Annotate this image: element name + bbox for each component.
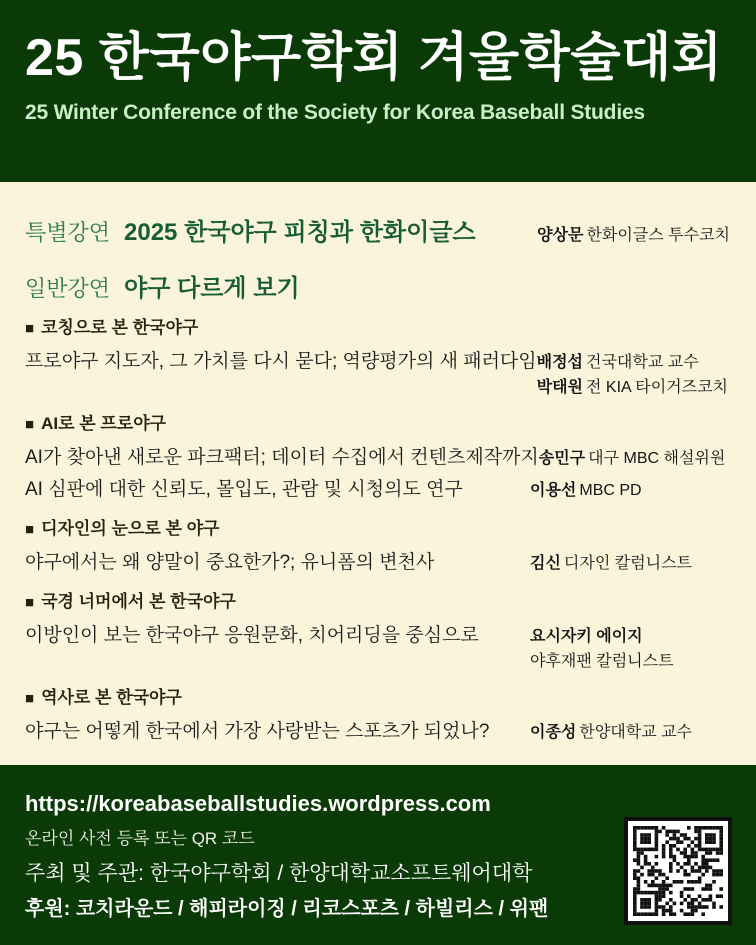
session-international <box>25 588 730 674</box>
talk-speakers <box>530 717 692 745</box>
speaker-name: 양상문 <box>537 227 584 244</box>
talk-row <box>25 621 730 674</box>
section-bullet-icon: ■ <box>25 690 35 707</box>
program-body <box>0 182 756 747</box>
speaker-line <box>539 446 726 471</box>
talk-row <box>25 475 730 505</box>
speaker-line <box>530 720 692 745</box>
speaker-name: 이종성 <box>530 724 577 741</box>
section-bullet-icon: ■ <box>25 320 35 337</box>
session-heading-text: 국경 너머에서 본 한국야구 <box>41 592 236 611</box>
qr-code <box>624 817 732 925</box>
poster-header <box>0 0 756 182</box>
special-lecture-label: 특별강연 <box>25 220 111 245</box>
speaker-affiliation: 전 KIA 타이거즈코치 <box>586 379 729 396</box>
session-heading <box>25 314 730 343</box>
session-heading <box>25 684 730 713</box>
session-heading <box>25 410 730 439</box>
talk-row <box>25 717 730 747</box>
qr-code-pattern <box>633 826 723 916</box>
speaker-name: 송민구 <box>538 450 586 467</box>
session-heading <box>25 588 730 617</box>
speaker-affiliation: 한화이글스 투수코치 <box>586 227 730 244</box>
talk-speakers <box>530 548 692 576</box>
talk-title: 이방인이 보는 한국야구 응원문화, 치어리딩을 중심으로 <box>25 625 479 646</box>
speaker-name: 배정섭 <box>536 354 584 371</box>
general-lecture-row <box>25 274 730 304</box>
talk-row <box>25 548 730 578</box>
session-heading-text: 코칭으로 본 한국야구 <box>41 318 199 337</box>
speaker-line <box>530 624 674 649</box>
general-lecture-label: 일반강연 <box>25 276 111 301</box>
section-bullet-icon: ■ <box>25 416 35 433</box>
speaker-affiliation: 야후재팬 칼럼니스트 <box>530 653 674 670</box>
session-heading-text: AI로 본 프로야구 <box>41 414 167 433</box>
session-design <box>25 515 730 578</box>
speaker-affiliation: MBC PD <box>579 482 642 499</box>
poster-footer <box>0 765 756 945</box>
session-ai <box>25 410 730 505</box>
talk-title: 프로야구 지도자, 그 가치를 다시 묻다; 역량평가의 새 패러다임 <box>25 351 537 372</box>
conference-url-link[interactable]: https://koreabaseballstudies.wordpress.com <box>25 791 491 816</box>
section-bullet-icon: ■ <box>25 521 35 538</box>
hosts-line: 주최 및 주관: 한국야구학회 / 한양대학교소프트웨어대학 <box>25 862 533 885</box>
sponsors-line: 후원: 코치라운드 / 해피라이징 / 리코스포츠 / 하빌리스 / 위팬 <box>25 898 549 920</box>
talk-title: AI 심판에 대한 신뢰도, 몰입도, 관람 및 시청의도 연구 <box>25 479 463 500</box>
talk-title: 야구에서는 왜 양말이 중요한가?; 유니폼의 변천사 <box>25 552 435 573</box>
speaker-affiliation: 디자인 칼럼니스트 <box>563 555 693 572</box>
session-history <box>25 684 730 747</box>
section-bullet-icon: ■ <box>25 594 35 611</box>
speaker-name: 이용선 <box>530 482 577 499</box>
special-lecture-speaker <box>537 221 730 251</box>
speaker-affiliation: 대구 MBC 해설위원 <box>588 450 726 467</box>
speaker-name: 요시자키 에이지 <box>530 628 643 645</box>
session-coaching <box>25 314 730 400</box>
speaker-name: 김신 <box>530 555 561 572</box>
speaker-line <box>530 649 674 674</box>
speaker-line <box>530 478 642 503</box>
special-lecture-title: 2025 한국야구 피칭과 한화이글스 <box>124 219 476 246</box>
talk-speakers <box>530 621 674 674</box>
speaker-line <box>537 375 728 400</box>
speaker-line <box>530 551 692 576</box>
talk-title: 야구는 어떻게 한국에서 가장 사랑받는 스포츠가 되었나? <box>25 721 490 742</box>
registration-note: 온라인 사전 등록 또는 QR 코드 <box>25 829 255 848</box>
talk-row <box>25 443 730 473</box>
poster-subtitle: 25 Winter Conference of the Society for Korea Baseball Studies <box>25 101 645 124</box>
talk-speakers <box>537 347 728 400</box>
poster-title: 25 한국야구학회 겨울학술대회 <box>25 29 723 87</box>
speaker-affiliation: 건국대학교 교수 <box>586 354 699 371</box>
talk-speakers <box>530 475 642 503</box>
talk-title: AI가 찾아낸 새로운 파크팩터; 데이터 수집에서 컨텐츠제작까지 <box>25 447 539 468</box>
general-lecture-title: 야구 다르게 보기 <box>124 275 300 302</box>
speaker-line <box>537 350 728 375</box>
talk-speakers <box>539 443 726 471</box>
talk-row <box>25 347 730 400</box>
session-heading-text: 디자인의 눈으로 본 야구 <box>41 519 220 538</box>
session-heading <box>25 515 730 544</box>
special-lecture-row <box>25 218 730 248</box>
speaker-name: 박태원 <box>536 379 584 396</box>
session-heading-text: 역사로 본 한국야구 <box>41 688 182 707</box>
speaker-affiliation: 한양대학교 교수 <box>579 724 693 741</box>
